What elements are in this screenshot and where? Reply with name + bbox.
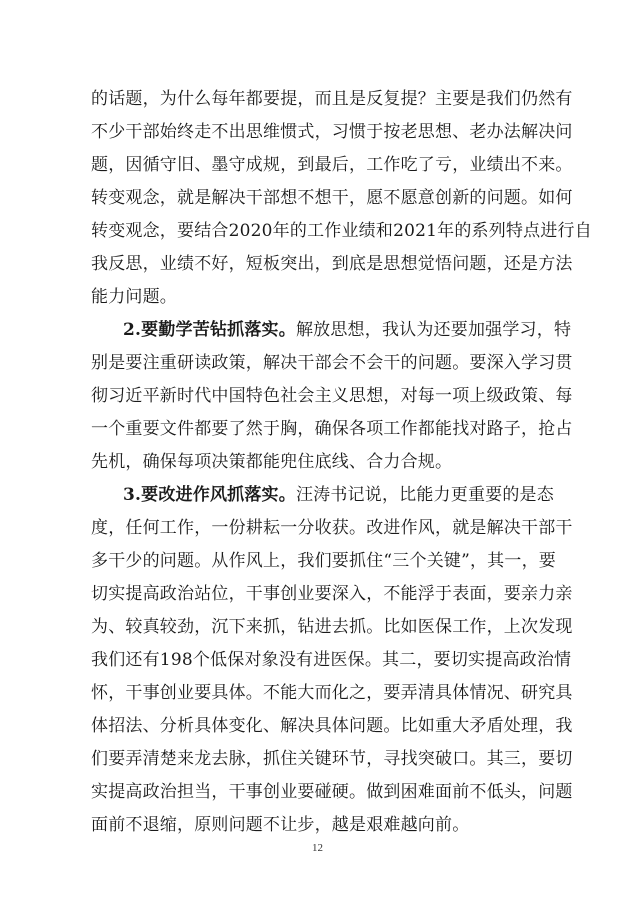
section-heading: 3.要改进作风抓落实。 — [123, 485, 296, 505]
text-line: 我反思，业绩不好，短板突出，到底是思想觉悟问题，还是方法 — [91, 254, 573, 274]
text-line: 我们还有198个低保对象没有进医保。其二，要切实提高政治情 — [91, 650, 572, 670]
text-line: 能力问题。 — [91, 287, 177, 307]
text-line: 体招法、分析具体变化、解决具体问题。比如重大矛盾处理，我 — [91, 716, 573, 736]
text-line: 面前不退缩，原则问题不让步，越是艰难越向前。 — [91, 815, 470, 835]
page-number: 12 — [312, 842, 323, 854]
text-line: 多干少的问题。从作风上，我们要抓住“三个关键”，其一，要 — [91, 551, 556, 571]
text-line: 不少干部始终走不出思维惯式，习惯于按老思想、老办法解决问 — [91, 122, 573, 142]
paragraph-first-line — [123, 319, 572, 341]
text-line: 先机，确保每项决策都能兜住底线、合力合规。 — [91, 452, 453, 472]
paragraph-first-line — [123, 484, 554, 506]
text-line: 度，任何工作，一份耕耘一分收获。改进作风，就是解决干部干 — [91, 518, 573, 538]
text-line: 别是要注重研读政策，解决干部会不会干的问题。要深入学习贯 — [91, 353, 573, 373]
text-line: 为、较真较劲，沉下来抓，钻进去抓。比如医保工作，上次发现 — [91, 617, 573, 637]
text-line: 彻习近平新时代中国特色社会主义思想，对每一项上级政策、每 — [91, 386, 573, 406]
text-line: 切实提高政治站位，干事创业要深入，不能浮于表面，要亲力亲 — [91, 584, 573, 604]
text-line: 题，因循守旧、墨守成规，到最后，工作吃了亏，业绩出不来。 — [91, 155, 573, 175]
text-line: 们要弄清楚来龙去脉，抓住关键环节，寻找突破口。其三，要切 — [91, 749, 573, 769]
text-line: 怀，干事创业要具体。不能大而化之，要弄清具体情况、研究具 — [91, 683, 573, 703]
text-span: 汪涛书记说，比能力更重要的是态 — [295, 485, 554, 505]
section-heading: 2.要勤学苦钻抓落实。 — [123, 320, 296, 340]
text-line: 转变观念，就是解决干部想不想干，愿不愿意创新的问题。如何 — [91, 188, 573, 208]
text-line: 转变观念，要结合2020年的工作业绩和2021年的系列特点进行自 — [91, 221, 592, 241]
text-line: 实提高政治担当，干事创业要碰硬。做到困难面前不低头，问题 — [91, 782, 573, 802]
text-span: 解放思想，我认为还要加强学习，特 — [295, 320, 572, 340]
text-line: 的话题，为什么每年都要提，而且是反复提？主要是我们仍然有 — [91, 89, 573, 109]
text-line: 一个重要文件都要了然于胸，确保各项工作都能找对路子，抢占 — [91, 419, 573, 439]
